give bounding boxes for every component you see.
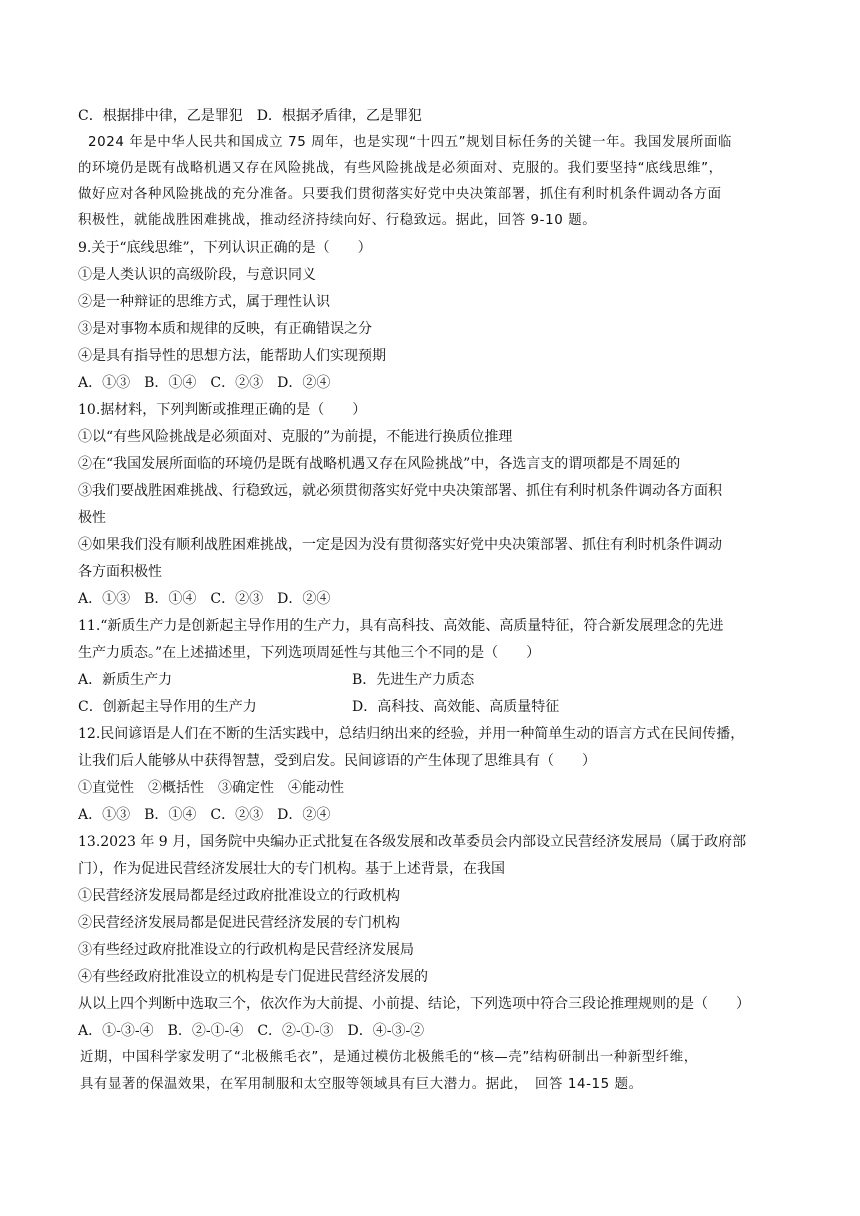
q9-statement-3: ③是对事物本质和规律的反映，有正确错误之分 [78,321,372,337]
q10-statement-3-cont: 极性 [78,510,106,526]
q10-options: A．①③ B．①④ C．②③ D．②④ [78,591,331,607]
q12-options: A．①③ B．①④ C．②③ D．②④ [78,807,331,823]
q13-statement-2: ②民营经济发展局都是促进民营经济发展的专门机构 [78,915,400,931]
q13-options: A．①-③-④ B．②-①-④ C．②-①-③ D．④-③-② [78,1023,425,1039]
material-9-10-line-4: 积极性，就能战胜困难挑战，推动经济持续向好、行稳致远。据此，回答 9-10 题。 [78,213,597,228]
q10-statement-4-cont: 各方面积极性 [78,564,162,580]
q9-stem: 9.关于“底线思维”，下列认识正确的是（ ） [78,240,372,256]
q13-statement-3: ③有些经过政府批准设立的行政机构是民营经济发展局 [78,942,414,958]
q9-statement-1: ①是人类认识的高级阶段，与意识同义 [78,267,316,283]
q9-statement-4: ④是具有指导性的思想方法，能帮助人们实现预期 [78,348,386,364]
q8-options-cd: C．根据排中律，乙是罪犯 D．根据矛盾律，乙是罪犯 [78,108,422,124]
q10-statement-3: ③我们要战胜困难挑战、行稳致远，就必须贯彻落实好党中央决策部署、抓住有利时机条件调动各方面积 [78,483,722,499]
q12-stem-2: 让我们后人能够从中获得智慧，受到启发。民间谚语的产生体现了思维具有（ ） [78,753,596,769]
q13-stem-2: 门），作为促进民营经济发展壮大的专门机构。基于上述背景，在我国 [78,861,505,877]
material-9-10-line-3: 做好应对各种风险挑战的充分准备。只要我们贯彻落实好党中央决策部署，抓住有利时机条件调动各方面 [78,187,722,202]
q10-statement-1: ①以“有些风险挑战是必须面对、克服的”为前提，不能进行换质位推理 [78,429,513,445]
q13-stem-1: 13.2023 年 9 月，国务院中央编办正式批复在各级发展和改革委员会内部设立民营经济发展局（属于政府部 [78,834,747,850]
q12-statements: ①直觉性 ②概括性 ③确定性 ④能动性 [78,780,344,796]
q11-option-b: B．先进生产力质态 [352,672,475,688]
q13-instruction: 从以上四个判断中选取三个，依次作为大前提、小前提、结论，下列选项中符合三段论推理规则的是（ ） [78,996,750,1012]
q11-option-c: C．创新起主导作用的生产力 [78,699,257,715]
q11-stem-1: 11.“新质生产力是创新起主导作用的生产力，具有高科技、高效能、高质量特征，符合新发展理念的先进 [78,618,724,634]
q10-stem: 10.据材料，下列判断或推理正确的是（ ） [78,402,367,418]
q11-option-d: D．高科技、高效能、高质量特征 [352,699,560,715]
q11-stem-2: 生产力质态。”在上述描述里，下列选项周延性与其他三个不同的是（ ） [78,645,541,661]
q13-statement-4: ④有些经政府批准设立的机构是专门促进民营经济发展的 [78,969,428,985]
q10-statement-4: ④如果我们没有顺利战胜困难挑战，一定是因为没有贯彻落实好党中央决策部署、抓住有利时机条件调动 [78,537,722,553]
material-9-10-line-2: 的环境仍是既有战略机遇又存在风险挑战，有些风险挑战是必须面对、克服的。我们要坚持“底线思维”， [78,161,723,176]
q9-statement-2: ②是一种辩证的思维方式，属于理性认识 [78,294,330,310]
q13-statement-1: ①民营经济发展局都是经过政府批准设立的行政机构 [78,888,400,904]
q9-options: A．①③ B．①④ C．②③ D．②④ [78,375,331,391]
q10-statement-2: ②在“我国发展所面临的环境仍是既有战略机遇又存在风险挑战”中，各选言支的谓项都是不周延的 [78,456,681,472]
q12-stem-1: 12.民间谚语是人们在不断的生活实践中，总结归纳出来的经验，并用一种简单生动的语言方式在民间传播， [78,726,745,742]
q11-option-a: A．新质生产力 [78,672,173,688]
material-14-15-line-2: 具有显著的保温效果，在军用制服和太空服等领域具有巨大潜力。据此， 回答 14-15 题。 [80,1077,643,1092]
material-9-10-line-1: 2024 年是中华人民共和国成立 75 周年，也是实现“十四五”规划目标任务的关键一年。我国发展所面临 [88,135,732,150]
material-14-15-line-1: 近期，中国科学家发明了“北极熊毛衣”，是通过模仿北极熊毛的“核—壳”结构研制出一种新型纤维， [80,1050,698,1065]
